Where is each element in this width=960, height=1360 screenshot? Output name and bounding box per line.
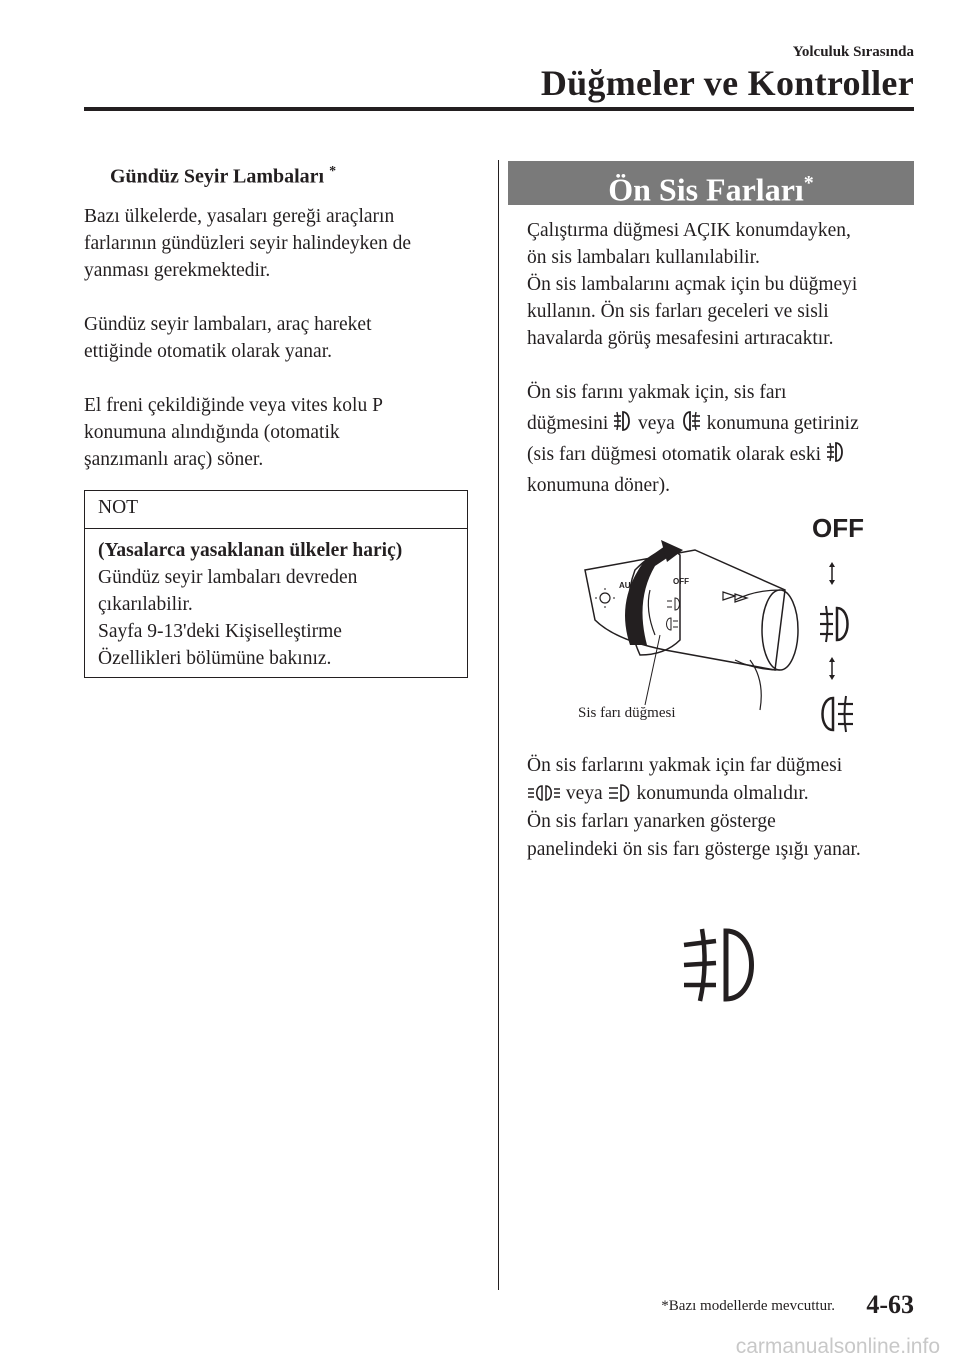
text-fragment: konumuna getiriniz — [706, 413, 859, 434]
front-fog-lamp-icon — [613, 409, 633, 433]
daytime-lights-heading — [110, 164, 336, 189]
text-fragment: veya — [638, 413, 675, 434]
paragraph-auto-off — [84, 392, 474, 473]
note-line: Özellikleri bölümüne bakınız. — [98, 648, 332, 669]
note-line: Gündüz seyir lambaları devreden — [98, 567, 358, 588]
paragraph-auto-on — [84, 311, 474, 365]
fog-lights-section-bar — [508, 161, 914, 208]
text-line: ön sis lambaları kullanılabilir. — [527, 247, 760, 268]
text-line — [527, 439, 917, 470]
text-line: Çalıştırma düğmesi AÇIK konumdayken, — [527, 220, 851, 241]
text-line — [527, 780, 917, 808]
text-line: Ön sis lambalarını açmak için bu düğmeyi — [527, 274, 858, 295]
front-fog-indicator-icon — [680, 925, 764, 1005]
paragraph-fog-intro — [527, 217, 917, 352]
watermark: carmanualsonline.info — [735, 1335, 940, 1358]
paragraph-laws — [84, 203, 474, 284]
front-fog-lamp-icon — [826, 440, 846, 464]
text-line: konumuna döner). — [527, 475, 670, 496]
text-line: Gündüz seyir lambaları, araç hareket — [84, 314, 372, 335]
header-rule — [84, 107, 914, 111]
figure-caption: Sis farı düğmesi — [578, 705, 676, 721]
daytime-lights-heading-text: Gündüz Seyir Lambaları — [110, 165, 325, 188]
text-line: ettiğinde otomatik olarak yanar. — [84, 341, 333, 362]
front-fog-position-icon — [820, 606, 848, 642]
note-bold-line: (Yasalarca yasaklanan ülkeler hariç) — [98, 540, 403, 561]
headlight-icon — [608, 783, 632, 803]
text-line: Ön sis farları yanarken gösterge — [527, 811, 776, 832]
lever-auto-label: AU — [619, 581, 631, 590]
text-line: Ön sis farlarını yakmak için far düğmesi — [527, 755, 843, 776]
text-line: kullanın. Ön sis farları geceleri ve sisli — [527, 301, 829, 322]
paragraph-fog-conditions — [527, 752, 917, 864]
off-position-label: OFF — [812, 513, 864, 543]
note-box — [84, 490, 468, 678]
note-line: Sayfa 9-13'deki Kişiselleştirme — [98, 621, 342, 642]
note-title: NOT — [85, 491, 467, 529]
text-fragment: (sis farı düğmesi otomatik olarak eski — [527, 444, 822, 465]
optional-marker: * — [329, 164, 337, 179]
rear-fog-position-icon — [823, 696, 854, 732]
text-line: panelindeki ön sis farı gösterge ışığı yanar. — [527, 839, 861, 860]
rear-fog-lamp-icon — [680, 409, 702, 433]
section-label: Yolculuk Sırasında — [792, 44, 914, 60]
text-line: farlarının gündüzleri seyir halindeyken de — [84, 233, 412, 254]
note-line: çıkarılabilir. — [98, 594, 193, 615]
text-line: El freni çekildiğinde veya vites kolu P — [84, 395, 383, 416]
text-line: konumuna alındığında (otomatik — [84, 422, 340, 443]
text-line — [527, 408, 917, 439]
column-divider — [498, 160, 499, 1290]
text-fragment: konumunda olmalıdır. — [636, 783, 809, 804]
text-line: yanması gerekmektedir. — [84, 260, 271, 281]
note-body — [85, 529, 467, 680]
text-fragment: düğmesini — [527, 413, 609, 434]
text-fragment: veya — [565, 783, 603, 804]
parking-lamp-icon — [527, 783, 561, 803]
text-line: Bazı ülkelerde, yasaları gereği araçların — [84, 206, 395, 227]
paragraph-fog-operate — [527, 377, 917, 501]
lever-off-label: OFF — [673, 577, 689, 586]
fog-lights-title: Ön Sis Farları — [608, 171, 804, 208]
footnote: *Bazı modellerde mevcuttur. — [661, 1298, 835, 1314]
optional-marker: * — [803, 172, 814, 194]
text-line: Ön sis farını yakmak için, sis farı — [527, 382, 787, 403]
page-title: Düğmeler ve Kontroller — [540, 63, 914, 103]
page-number: 4-63 — [866, 1290, 914, 1319]
text-line: havalarda görüş mesafesini artıracaktır. — [527, 328, 834, 349]
text-line: şanzımanlı araç) söner. — [84, 449, 264, 470]
